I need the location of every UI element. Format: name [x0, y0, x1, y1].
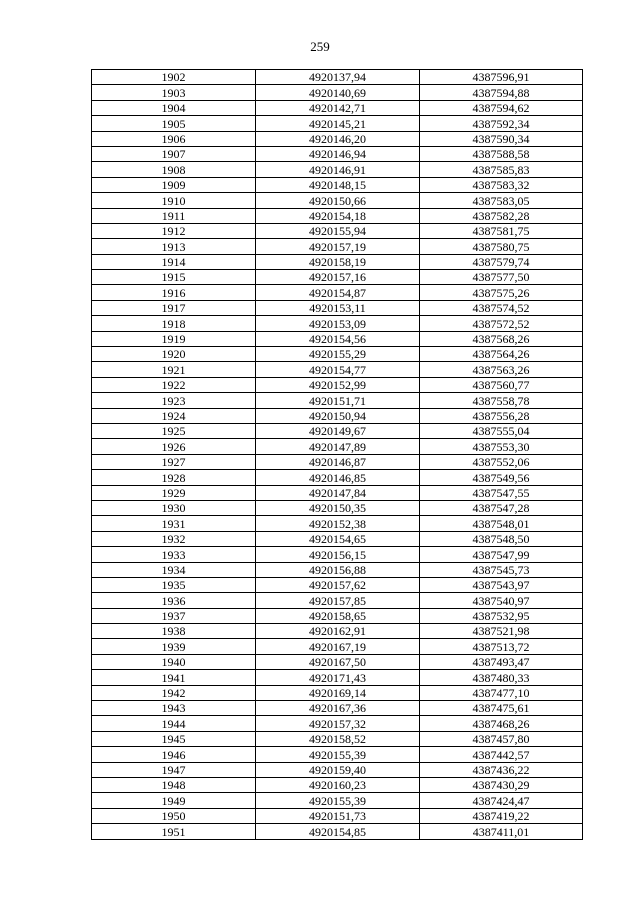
point-number-cell: 1950 [92, 808, 256, 823]
point-number-cell: 1926 [92, 439, 256, 454]
table-row [92, 347, 583, 362]
point-number-cell: 1914 [92, 254, 256, 269]
y-coordinate-cell: 4387548,50 [420, 531, 583, 546]
table-row [92, 762, 583, 777]
x-coordinate-cell: 4920146,85 [256, 470, 420, 485]
point-number-cell: 1951 [92, 824, 256, 839]
x-coordinate-cell: 4920147,89 [256, 439, 420, 454]
y-coordinate-cell: 4387475,61 [420, 701, 583, 716]
y-coordinate-cell: 4387493,47 [420, 654, 583, 669]
table-row [92, 516, 583, 531]
point-number-cell: 1928 [92, 470, 256, 485]
y-coordinate-cell: 4387480,33 [420, 670, 583, 685]
y-coordinate-cell: 4387590,34 [420, 131, 583, 146]
x-coordinate-cell: 4920151,71 [256, 393, 420, 408]
y-coordinate-cell: 4387436,22 [420, 762, 583, 777]
table-row [92, 824, 583, 839]
point-number-cell: 1935 [92, 577, 256, 592]
y-coordinate-cell: 4387552,06 [420, 454, 583, 469]
x-coordinate-cell: 4920157,16 [256, 270, 420, 285]
point-number-cell: 1949 [92, 793, 256, 808]
y-coordinate-cell: 4387585,83 [420, 162, 583, 177]
y-coordinate-cell: 4387521,98 [420, 624, 583, 639]
table-row [92, 270, 583, 285]
x-coordinate-cell: 4920150,66 [256, 193, 420, 208]
table-row [92, 331, 583, 346]
table-row [92, 670, 583, 685]
point-number-cell: 1909 [92, 177, 256, 192]
y-coordinate-cell: 4387543,97 [420, 577, 583, 592]
table-row [92, 193, 583, 208]
y-coordinate-cell: 4387577,50 [420, 270, 583, 285]
x-coordinate-cell: 4920154,87 [256, 285, 420, 300]
coordinates-table [91, 69, 583, 840]
point-number-cell: 1924 [92, 408, 256, 423]
y-coordinate-cell: 4387430,29 [420, 777, 583, 792]
point-number-cell: 1927 [92, 454, 256, 469]
table-row [92, 393, 583, 408]
table-row [92, 316, 583, 331]
point-number-cell: 1912 [92, 223, 256, 238]
table-row [92, 716, 583, 731]
x-coordinate-cell: 4920155,39 [256, 747, 420, 762]
table-row [92, 377, 583, 392]
table-row [92, 701, 583, 716]
table-row [92, 793, 583, 808]
table-row [92, 116, 583, 131]
table-row [92, 500, 583, 515]
y-coordinate-cell: 4387477,10 [420, 685, 583, 700]
point-number-cell: 1944 [92, 716, 256, 731]
table-row [92, 423, 583, 438]
table-row [92, 608, 583, 623]
point-number-cell: 1941 [92, 670, 256, 685]
point-number-cell: 1903 [92, 85, 256, 100]
table-row [92, 747, 583, 762]
y-coordinate-cell: 4387547,28 [420, 500, 583, 515]
table-row [92, 439, 583, 454]
y-coordinate-cell: 4387568,26 [420, 331, 583, 346]
point-number-cell: 1933 [92, 547, 256, 562]
table-row [92, 454, 583, 469]
x-coordinate-cell: 4920140,69 [256, 85, 420, 100]
point-number-cell: 1916 [92, 285, 256, 300]
x-coordinate-cell: 4920158,65 [256, 608, 420, 623]
x-coordinate-cell: 4920154,65 [256, 531, 420, 546]
point-number-cell: 1907 [92, 146, 256, 161]
table-row [92, 624, 583, 639]
y-coordinate-cell: 4387594,88 [420, 85, 583, 100]
x-coordinate-cell: 4920154,56 [256, 331, 420, 346]
x-coordinate-cell: 4920159,40 [256, 762, 420, 777]
x-coordinate-cell: 4920158,52 [256, 731, 420, 746]
y-coordinate-cell: 4387563,26 [420, 362, 583, 377]
table-row [92, 547, 583, 562]
y-coordinate-cell: 4387583,05 [420, 193, 583, 208]
point-number-cell: 1911 [92, 208, 256, 223]
point-number-cell: 1917 [92, 300, 256, 315]
table-row [92, 639, 583, 654]
x-coordinate-cell: 4920146,87 [256, 454, 420, 469]
x-coordinate-cell: 4920150,35 [256, 500, 420, 515]
point-number-cell: 1920 [92, 347, 256, 362]
point-number-cell: 1904 [92, 100, 256, 115]
point-number-cell: 1931 [92, 516, 256, 531]
x-coordinate-cell: 4920146,94 [256, 146, 420, 161]
table-row [92, 531, 583, 546]
y-coordinate-cell: 4387549,56 [420, 470, 583, 485]
y-coordinate-cell: 4387594,62 [420, 100, 583, 115]
point-number-cell: 1942 [92, 685, 256, 700]
table-row [92, 100, 583, 115]
y-coordinate-cell: 4387545,73 [420, 562, 583, 577]
table-row [92, 300, 583, 315]
x-coordinate-cell: 4920145,21 [256, 116, 420, 131]
x-coordinate-cell: 4920156,15 [256, 547, 420, 562]
point-number-cell: 1929 [92, 485, 256, 500]
y-coordinate-cell: 4387582,28 [420, 208, 583, 223]
point-number-cell: 1940 [92, 654, 256, 669]
y-coordinate-cell: 4387574,52 [420, 300, 583, 315]
y-coordinate-cell: 4387540,97 [420, 593, 583, 608]
x-coordinate-cell: 4920162,91 [256, 624, 420, 639]
point-number-cell: 1945 [92, 731, 256, 746]
point-number-cell: 1922 [92, 377, 256, 392]
point-number-cell: 1932 [92, 531, 256, 546]
table-row [92, 685, 583, 700]
point-number-cell: 1905 [92, 116, 256, 131]
x-coordinate-cell: 4920154,77 [256, 362, 420, 377]
x-coordinate-cell: 4920154,85 [256, 824, 420, 839]
table-row [92, 239, 583, 254]
x-coordinate-cell: 4920156,88 [256, 562, 420, 577]
x-coordinate-cell: 4920151,73 [256, 808, 420, 823]
point-number-cell: 1939 [92, 639, 256, 654]
table-row [92, 808, 583, 823]
x-coordinate-cell: 4920158,19 [256, 254, 420, 269]
point-number-cell: 1938 [92, 624, 256, 639]
y-coordinate-cell: 4387442,57 [420, 747, 583, 762]
x-coordinate-cell: 4920157,85 [256, 593, 420, 608]
point-number-cell: 1947 [92, 762, 256, 777]
x-coordinate-cell: 4920160,23 [256, 777, 420, 792]
x-coordinate-cell: 4920137,94 [256, 70, 420, 85]
table-row [92, 254, 583, 269]
y-coordinate-cell: 4387583,32 [420, 177, 583, 192]
y-coordinate-cell: 4387532,95 [420, 608, 583, 623]
coordinates-table-body [92, 70, 583, 840]
table-row [92, 70, 583, 85]
point-number-cell: 1948 [92, 777, 256, 792]
table-row [92, 131, 583, 146]
y-coordinate-cell: 4387560,77 [420, 377, 583, 392]
x-coordinate-cell: 4920147,84 [256, 485, 420, 500]
table-row [92, 577, 583, 592]
x-coordinate-cell: 4920155,39 [256, 793, 420, 808]
x-coordinate-cell: 4920157,19 [256, 239, 420, 254]
table-row [92, 177, 583, 192]
point-number-cell: 1930 [92, 500, 256, 515]
point-number-cell: 1946 [92, 747, 256, 762]
page-number: 259 [310, 39, 330, 54]
table-row [92, 562, 583, 577]
y-coordinate-cell: 4387457,80 [420, 731, 583, 746]
x-coordinate-cell: 4920148,15 [256, 177, 420, 192]
point-number-cell: 1918 [92, 316, 256, 331]
table-row [92, 593, 583, 608]
y-coordinate-cell: 4387556,28 [420, 408, 583, 423]
y-coordinate-cell: 4387575,26 [420, 285, 583, 300]
y-coordinate-cell: 4387580,75 [420, 239, 583, 254]
point-number-cell: 1915 [92, 270, 256, 285]
x-coordinate-cell: 4920153,11 [256, 300, 420, 315]
table-row [92, 146, 583, 161]
y-coordinate-cell: 4387588,58 [420, 146, 583, 161]
table-row [92, 362, 583, 377]
x-coordinate-cell: 4920171,43 [256, 670, 420, 685]
table-row [92, 223, 583, 238]
y-coordinate-cell: 4387579,74 [420, 254, 583, 269]
x-coordinate-cell: 4920167,36 [256, 701, 420, 716]
table-row [92, 731, 583, 746]
x-coordinate-cell: 4920152,99 [256, 377, 420, 392]
point-number-cell: 1943 [92, 701, 256, 716]
x-coordinate-cell: 4920152,38 [256, 516, 420, 531]
y-coordinate-cell: 4387513,72 [420, 639, 583, 654]
point-number-cell: 1913 [92, 239, 256, 254]
x-coordinate-cell: 4920146,91 [256, 162, 420, 177]
x-coordinate-cell: 4920167,50 [256, 654, 420, 669]
x-coordinate-cell: 4920167,19 [256, 639, 420, 654]
y-coordinate-cell: 4387592,34 [420, 116, 583, 131]
y-coordinate-cell: 4387596,91 [420, 70, 583, 85]
point-number-cell: 1937 [92, 608, 256, 623]
x-coordinate-cell: 4920169,14 [256, 685, 420, 700]
point-number-cell: 1902 [92, 70, 256, 85]
point-number-cell: 1921 [92, 362, 256, 377]
y-coordinate-cell: 4387411,01 [420, 824, 583, 839]
y-coordinate-cell: 4387555,04 [420, 423, 583, 438]
y-coordinate-cell: 4387564,26 [420, 347, 583, 362]
table-row [92, 85, 583, 100]
table-row [92, 408, 583, 423]
table-row [92, 285, 583, 300]
table-row [92, 470, 583, 485]
table-row [92, 777, 583, 792]
point-number-cell: 1923 [92, 393, 256, 408]
x-coordinate-cell: 4920142,71 [256, 100, 420, 115]
table-row [92, 208, 583, 223]
x-coordinate-cell: 4920150,94 [256, 408, 420, 423]
point-number-cell: 1910 [92, 193, 256, 208]
x-coordinate-cell: 4920154,18 [256, 208, 420, 223]
table-row [92, 485, 583, 500]
x-coordinate-cell: 4920157,32 [256, 716, 420, 731]
x-coordinate-cell: 4920149,67 [256, 423, 420, 438]
x-coordinate-cell: 4920155,29 [256, 347, 420, 362]
y-coordinate-cell: 4387419,22 [420, 808, 583, 823]
x-coordinate-cell: 4920157,62 [256, 577, 420, 592]
table-row [92, 654, 583, 669]
y-coordinate-cell: 4387468,26 [420, 716, 583, 731]
point-number-cell: 1908 [92, 162, 256, 177]
x-coordinate-cell: 4920153,09 [256, 316, 420, 331]
point-number-cell: 1934 [92, 562, 256, 577]
point-number-cell: 1906 [92, 131, 256, 146]
y-coordinate-cell: 4387547,55 [420, 485, 583, 500]
y-coordinate-cell: 4387558,78 [420, 393, 583, 408]
x-coordinate-cell: 4920146,20 [256, 131, 420, 146]
y-coordinate-cell: 4387547,99 [420, 547, 583, 562]
y-coordinate-cell: 4387581,75 [420, 223, 583, 238]
table-row [92, 162, 583, 177]
y-coordinate-cell: 4387424,47 [420, 793, 583, 808]
y-coordinate-cell: 4387548,01 [420, 516, 583, 531]
point-number-cell: 1919 [92, 331, 256, 346]
y-coordinate-cell: 4387553,30 [420, 439, 583, 454]
point-number-cell: 1925 [92, 423, 256, 438]
point-number-cell: 1936 [92, 593, 256, 608]
y-coordinate-cell: 4387572,52 [420, 316, 583, 331]
x-coordinate-cell: 4920155,94 [256, 223, 420, 238]
